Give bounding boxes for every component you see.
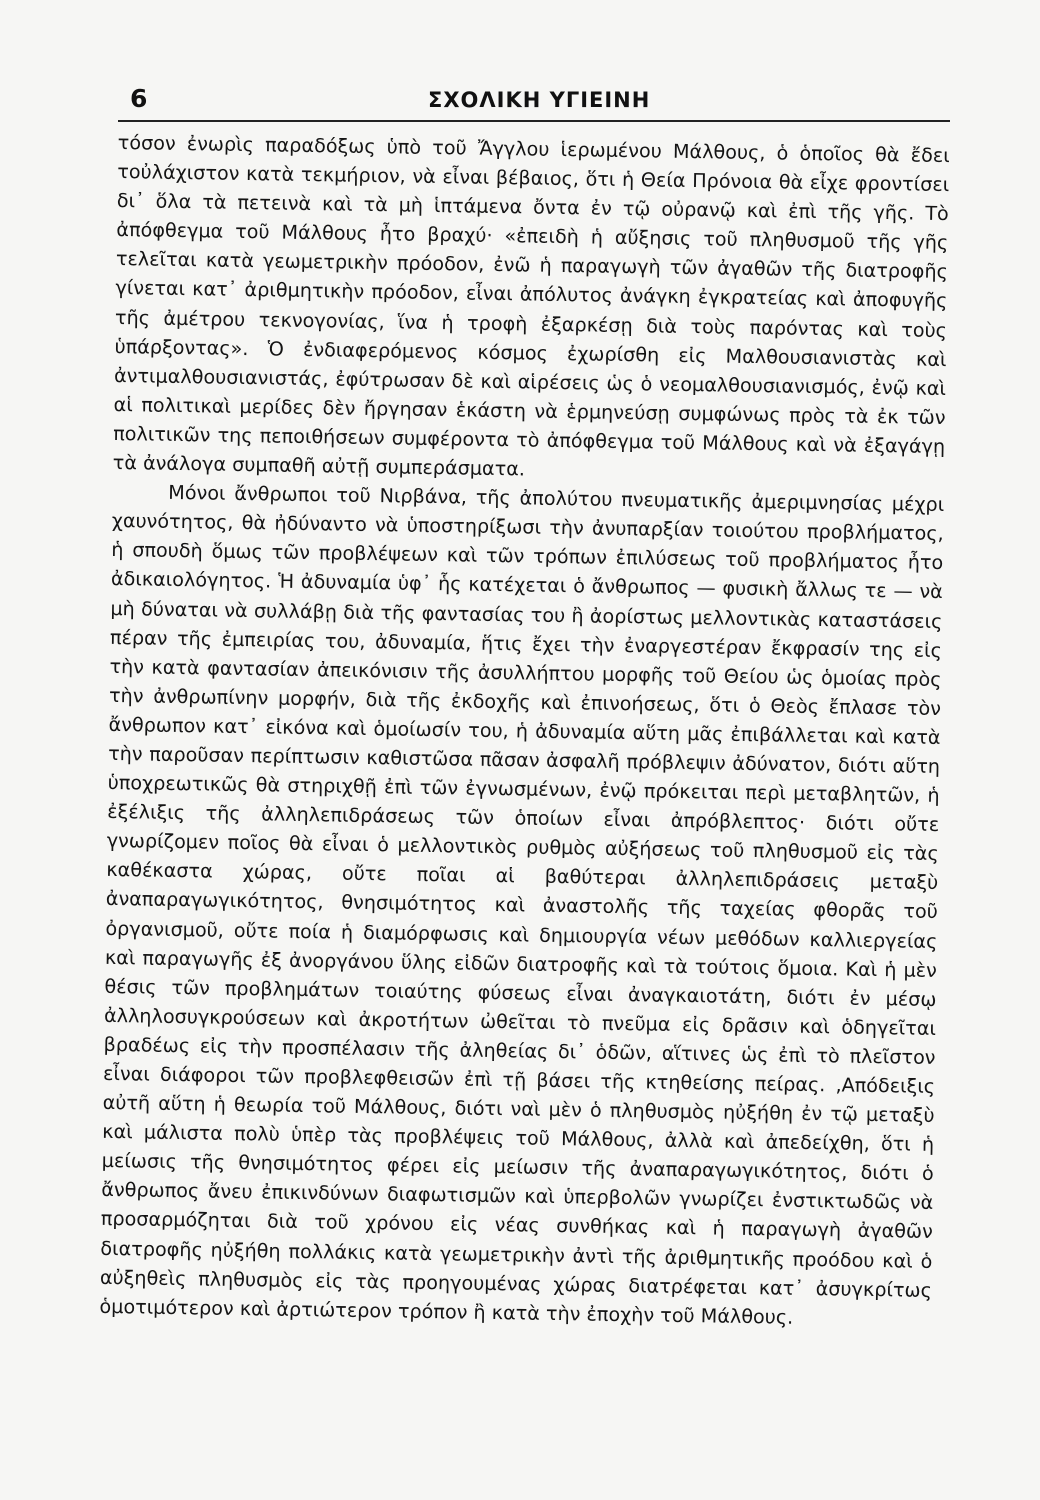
header-rule xyxy=(118,120,950,122)
page-number: 6 xyxy=(130,84,148,113)
paragraph-1: τόσον ἐνωρὶς παραδόξως ὑπὸ τοῦ Ἄγγλου ἱερωμένου Μάλθους, ὁ ὁποῖος θὰ ἔδει τοὐλάχιστον κατὰ τεκμήριον, νὰ εἶναι βέβαιος, ὅτι ἡ Θεία Πρόνοια θὰ εἶχε φροντίσει δι᾿ ὅλα τὰ πετεινὰ καὶ τὰ μὴ ἱπτάμενα ὄντα ἐν τῷ οὐρανῷ καὶ ἐπὶ τῆς γῆς. Τὸ ἀπόφθεγμα τοῦ Μάλθους ἦτο βραχύ· «ἐπειδὴ ἡ αὔξησις τοῦ πληθυσμοῦ τῆς γῆς τελεῖται κατὰ γεωμετρικὴν πρόοδον, ἐνῶ ἡ παραγωγὴ τῶν ἀγαθῶν τῆς διατροφῆς γίνεται κατ᾿ ἀριθμητικὴν πρόοδον, εἶναι ἀπόλυτος ἀνάγκη ἐγκρατείας καὶ ἀποφυγῆς τῆς ἀμέτρου τεκνογονίας, ἵνα ἡ τροφὴ ἐξαρκέσῃ διὰ τοὺς παρόντας καὶ τοὺς ὑπάρξοντας». Ὁ ἐνδιαφερόμενος κόσμος ἐχωρίσθη εἰς Μαλθουσιανιστὰς καὶ ἀντιμαλθουσιανιστάς, ἐφύτρωσαν δὲ καὶ αἱρέσεις ὡς ὁ νεομαλθουσιανισμός, ἐνῷ καὶ αἱ πολιτικαὶ μερίδες δὲν ἤργησαν ἑκάστη νὰ ἑρμηνεύσῃ συμφώνως πρὸς τὰ ἐκ τῶν πολιτικῶν της πεποιθήσεων συμφέροντα τὸ ἀπόφθεγμα τοῦ Μάλθους καὶ νὰ ἐξαγάγῃ τὰ ἀνάλογα συμπαθῆ αὐτῇ συμπεράσματα. xyxy=(112,130,950,481)
paragraph-2: Μόνοι ἄνθρωποι τοῦ Νιρβάνα, τῆς ἀπολύτου πνευματικῆς ἀμεριμνησίας μέχρι χαυνότητος, θὰ ἠδύναντο νὰ ὑποστηρίξωσι τὴν ἀνυπαρξίαν τοιούτου προβλήματος, ἡ σπουδὴ ὅμως τῶν προβλέψεων καὶ τῶν τρόπων ἐπιλύσεως τοῦ προβλήματος ἦτο ἀδικαιολόγητος. Ἡ ἀδυναμία ὑφ᾿ ἧς κατέχεται ὁ ἄνθρωπος — φυσικὴ ἄλλως τε — νὰ μὴ δύναται νὰ συλλάβῃ διὰ τῆς φαντασίας του ἢ ἀορίστως μελλοντικὰς καταστάσεις πέραν τῆς ἐμπειρίας του, ἀδυναμία, ἥτις ἔχει τὴν ἐναργεστέραν ἔκφρασίν της εἰς τὴν κατὰ φαντασίαν ἀπεικόνισιν τῆς ἀσυλλήπτου μορφῆς τοῦ Θείου ὡς ὁμοίας πρὸς τὴν ἀνθρωπίνην μορφήν, διὰ τῆς ἐκδοχῆς καὶ ἐπινοήσεως, ὅτι ὁ Θεὸς ἔπλασε τὸν ἄνθρωπον κατ᾿ εἰκόνα καὶ ὁμοίωσίν του, ἡ ἀδυναμία αὕτη μᾶς ἐπιβάλλεται καὶ κατὰ τὴν παροῦσαν περίπτωσιν καθιστῶσα πᾶσαν ἀσφαλῆ πρόβλεψιν ἀδύνατον, διότι αὕτη ὑποχρεωτικῶς θὰ στηριχθῇ ἐπὶ τῶν ἐγνωσμένων, ἐνῷ πρόκειται περὶ μεταβλητῶν, ἡ ἐξέλιξις τῆς ἀλληλεπιδράσεως τῶν ὁποίων εἶναι ἀπρόβλεπτος· διότι οὔτε γνωρίζομεν ποῖος θὰ εἶναι ὁ μελλοντικὸς ρυθμὸς αὐξήσεως τοῦ πληθυσμοῦ εἰς τὰς καθέκαστα χώρας, οὔτε ποῖαι αἱ βαθύτεραι ἀλληλεπιδράσεις μεταξὺ ἀναπαραγωγικότητος, θνησιμότητος καὶ ἀναστολῆς τῆς ταχείας φθορᾶς τοῦ ὀργανισμοῦ, οὔτε ποία ἡ διαμόρφωσις καὶ δημιουργία νέων μεθόδων καλλιεργείας καὶ παραγωγῆς ἐξ ἀνοργάνου ὕλης εἰδῶν διατροφῆς καὶ τὰ τούτοις ὅμοια. Καὶ ἡ μὲν θέσις τῶν προβλημάτων τοιαύτης φύσεως εἶναι ἀναγκαιοτάτη, διότι ἐν μέσῳ ἀλληλοσυγκρούσεων καὶ ἀκροτήτων ὠθεῖται τὸ πνεῦμα εἰς δρᾶσιν καὶ ὁδηγεῖται βραδέως εἰς τὴν προσπέλασιν τῆς ἀληθείας δι᾿ ὁδῶν, αἵτινες ὡς ἐπὶ τὸ πλεῖστον εἶναι διάφοροι τῶν προβλεφθεισῶν ἐπὶ τῇ βάσει τῆς κτηθείσης πείρας. ‚Απόδειξις αὐτῆ αὕτη ἡ θεωρία τοῦ Μάλθους, διότι ναὶ μὲν ὁ πληθυσμὸς ηὐξήθη ἐν τῷ μεταξὺ καὶ μάλιστα πολὺ ὑπὲρ τὰς προβλέψεις τοῦ Μάλθους, ἀλλὰ καὶ ἀπεδείχθη, ὅτι ἡ μείωσις τῆς θνησιμότητος φέρει εἰς μείωσιν τῆς ἀναπαραγωγικότητος, διότι ὁ ἄνθρωπος ἄνευ ἐπικινδύνων διαφωτισμῶν καὶ ὑπερβολῶν γνωρίζει ἐνστικτωδῶς νὰ προσαρμόζηται διὰ τοῦ χρόνου εἰς νέας συνθήκας καὶ ἡ παραγωγὴ ἀγαθῶν διατροφῆς ηὐξήθη πολλάκις κατὰ γεωμετρικὴν ἀντὶ τῆς ἀριθμητικῆς προόδου καὶ ὁ αὐξηθεὶς πληθυσμὸς εἰς τὰς προηγουμένας χώρας διατρέφεται κατ᾿ ἀσυγκρίτως ὁμοτιμότερον καὶ ἀρτιώτερον τρόπον ἢ κατὰ τὴν ἐποχὴν τοῦ Μάλθους. xyxy=(99,480,945,1329)
body-text xyxy=(99,128,950,1334)
page-header xyxy=(118,84,950,114)
running-head: ΣΧΟΛΙΚΗ ΥΓΙΕΙΝΗ xyxy=(428,88,651,112)
